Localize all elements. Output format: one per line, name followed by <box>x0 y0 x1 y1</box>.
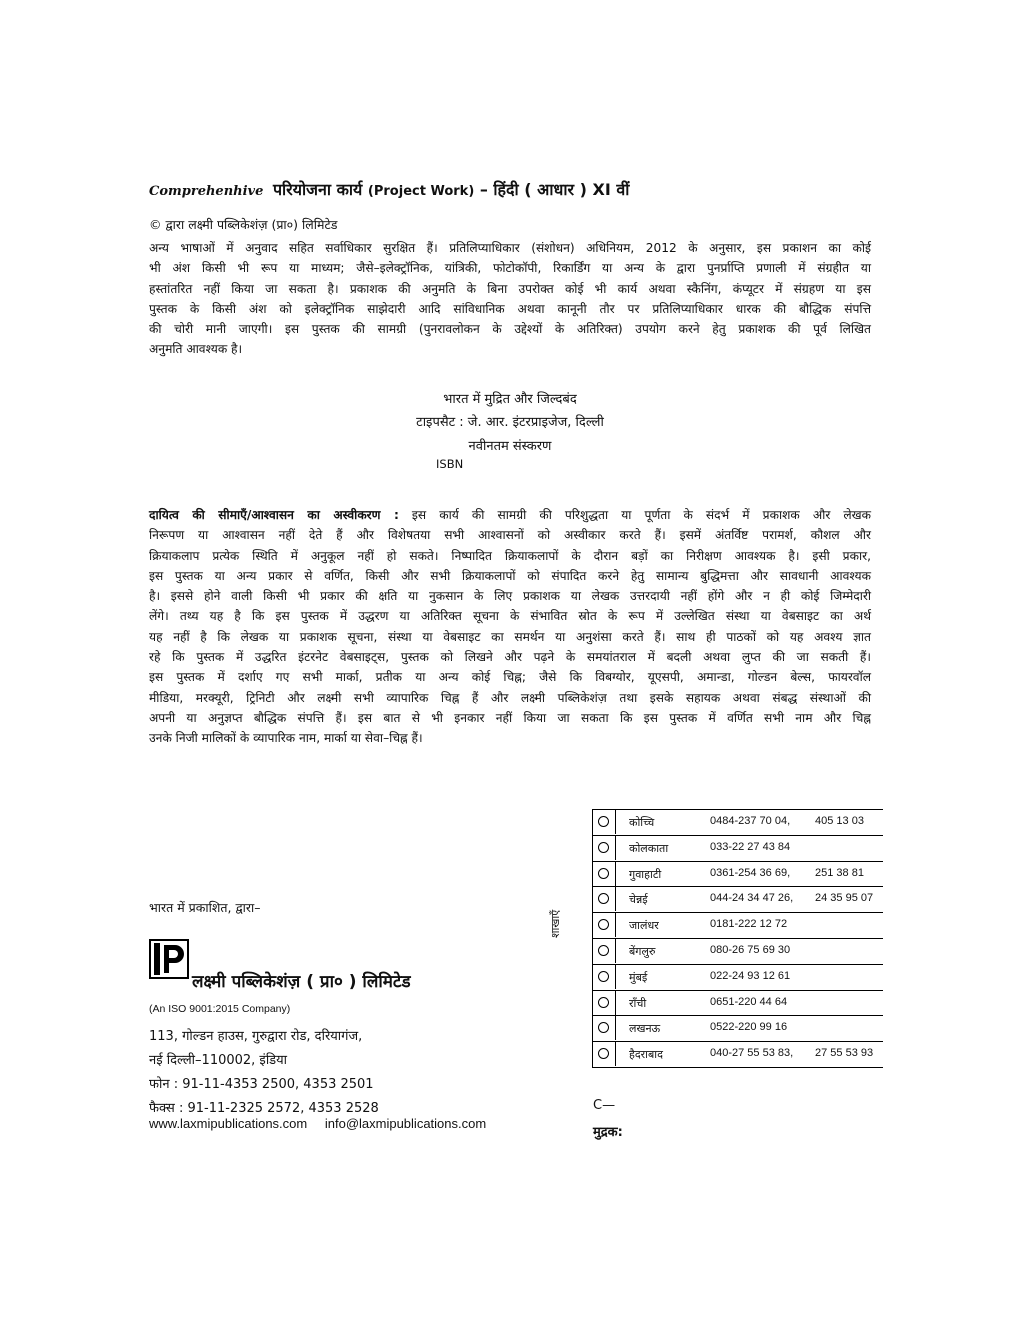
email-link[interactable]: info@laxmipublications.com <box>324 1116 487 1131</box>
rights-line: की चोरी मानी जाएगी। इस पुस्तक की सामग्री (पुनरावलोकन के उद्देश्यों के अतिरिक्त) उपयोग करने हेतु प्रकाशक की पूर्व लिखित <box>149 322 871 337</box>
website-link[interactable]: www.laxmipublications.com <box>149 1116 308 1131</box>
branch-city: जालंधर <box>629 919 659 933</box>
phone-icon <box>593 991 616 1015</box>
disclaimer-line: अपनी या अनुज्ञप्त बौद्धिक संपत्ति हैं। इस बात से भी इनकार नहीं किया जा सकता कि इस पुस्तक में वर्णित सभी नाम और चिह्न <box>149 710 871 725</box>
branch-row <box>593 991 883 1017</box>
phone-icon <box>593 913 616 937</box>
branch-row <box>593 862 883 888</box>
branch-city: चेन्नई <box>629 893 648 907</box>
published-by-label: भारत में प्रकाशित, द्वारा– <box>149 900 261 915</box>
branch-phone: 0651-220 44 64 <box>710 995 788 1008</box>
disclaimer-line-text: इस कार्य की सामग्री की परिशुद्धता या पूर्णता के संदर्भ में प्रकाशक और लेखक <box>411 508 871 522</box>
branch-row <box>593 809 883 836</box>
branch-phone: 0361-254 36 69, <box>710 866 791 879</box>
branch-row <box>593 1042 883 1068</box>
branch-phone: 0484-237 70 04, <box>710 815 791 827</box>
disclaimer-line: लेंगे। तथ्य यह है कि इस पुस्तक में उद्धरण या अतिरिक्त सूचना के संभावित स्रोत के रूप में उल्लेखित संस्था या वेबसाइट का अर्थ <box>149 609 871 624</box>
disclaimer-line <box>149 505 871 525</box>
address-line-2: नई दिल्ली–110002, इंडिया <box>149 1053 288 1068</box>
phone-icon <box>593 965 616 989</box>
branch-row <box>593 965 883 991</box>
branch-phone-alt: 24 35 95 07 <box>815 892 874 905</box>
title-rest: – हिंदी ( आधार ) XI वीं <box>479 180 630 199</box>
edition-line: नवीनतम संस्करण <box>468 439 552 454</box>
title-main: परियोजना कार्य <box>272 180 363 199</box>
branch-city: कोलकाता <box>629 841 669 855</box>
branches-label: शाखाएँ <box>549 909 562 938</box>
branch-city: कोच्चि <box>629 816 655 829</box>
branch-phone: 0181-222 12 72 <box>710 918 788 931</box>
branch-phone: 044-24 34 47 26, <box>710 892 794 905</box>
phone-icon <box>593 1016 616 1040</box>
disclaimer-line: निरूपण या आश्वासन नहीं देते हैं और विशेषतया सभी आश्वासनों को अस्वीकार करते हैं। इसमें अंतर्विष्ट परामर्श, कौशल और <box>149 528 871 543</box>
code-label: C— <box>593 1098 616 1113</box>
publisher-name: लक्ष्मी पब्लिकेशंज़ ( प्रा० ) लिमिटेड <box>192 972 411 992</box>
disclaimer-line: इस पुस्तक या अन्य प्रकार से वर्णित, किसी और सभी क्रियाकलापों को संपादित करने हेतु सामान्य बुद्धिमत्ता और सावधानी आवश्यक <box>149 568 871 583</box>
branch-city: गुवाहाटी <box>629 867 662 881</box>
phone-line: फोन : 91-11-4353 2500, 4353 2501 <box>149 1077 374 1092</box>
branch-phone: 022-24 93 12 61 <box>710 969 791 982</box>
web-contact-line <box>149 1116 486 1131</box>
copyright-line: © द्वारा लक्ष्मी पब्लिकेशंज़ (प्रा०) लिमिटेड <box>149 217 338 232</box>
branch-phone: 033-22 27 43 84 <box>710 840 791 853</box>
publisher-logo-icon <box>149 939 189 979</box>
disclaimer-paragraph <box>149 505 871 749</box>
rights-line: हस्तांतरित नहीं किया जा सकता है। प्रकाशक की अनुमति के बिना उपरोक्त कोई भी कार्य अथवा स्कैनिंग, कंप्यूटर में संग्रहण या इस <box>149 281 871 296</box>
branch-row <box>593 836 883 862</box>
disclaimer-line: इस पुस्तक में दर्शाए गए सभी मार्का, प्रतीक या अन्य कोई चिह्न; जैसे कि विबग्योर, यूएसपी, अमान्डा, गोल्डन बेल्स, फायरवॉल <box>149 670 871 685</box>
disclaimer-line: क्रियाकलाप प्रत्येक स्थिति में अनुकूल नहीं हो सकते। निष्पादित क्रियाकलापों के दौरान बड़ों का निरीक्षण आवश्यक है। इसी प्रकार, <box>149 548 871 563</box>
typeset-line: टाइपसैट : जे. आर. इंटरप्राइजेज, दिल्ली <box>416 415 604 430</box>
branch-phone-alt: 251 38 81 <box>815 866 864 879</box>
branch-phone: 040-27 55 53 83, <box>710 1047 794 1060</box>
phone-icon <box>593 1042 616 1066</box>
disclaimer-line: है। इससे होने वाली किसी भी प्रकार की क्षति या नुकसान के लिए प्रकाशक या लेखक उत्तरदायी नहीं होंगे और न ही कोई जिम्मेदारी <box>149 589 871 604</box>
rights-paragraph <box>149 238 871 360</box>
phone-icon <box>593 836 616 860</box>
rights-line: पुस्तक के किसी अंश को इलेक्ट्रॉनिक साझेदारी आदि सांविधानिक अथवा कानूनी तौर पर प्रतिलिप्याधिकार धारक की बौद्धिक संपत्ति <box>149 301 871 316</box>
disclaimer-line: उनके निजी मालिकों के व्यापारिक नाम, मार्का या सेवा–चिह्न हैं। <box>149 731 423 746</box>
branch-city: मुंबई <box>629 970 648 984</box>
iso-line: (An ISO 9001:2015 Company) <box>149 1003 291 1015</box>
branch-city: हैदराबाद <box>629 1048 664 1062</box>
branch-phone: 0522-220 99 16 <box>710 1021 788 1034</box>
branch-city: राँची <box>629 996 647 1010</box>
rights-line: अन्य भाषाओं में अनुवाद सहित सर्वाधिकार सुरक्षित हैं। प्रतिलिप्याधिकार (संशोधन) अधिनियम, 2012 के अनुसार, इस प्रकाशन का कोई <box>149 241 871 255</box>
book-title <box>149 178 629 200</box>
branch-table <box>592 809 883 1068</box>
disclaimer-line: मीडिया, मरक्यूरी, ट्रिनिटी और लक्ष्मी सभी व्यापारिक चिह्न हैं और लक्ष्मी पब्लिकेशंज़ तथा इसके सहायक अथवा संबद्ध संस्थाओं की <box>149 690 871 705</box>
phone-icon <box>593 939 616 963</box>
branch-phone-alt: 27 55 53 93 <box>815 1047 874 1060</box>
fax-line: फैक्स : 91-11-2325 2572, 4353 2528 <box>149 1101 379 1116</box>
disclaimer-line: रहे कि पुस्तक में उद्धरित इंटरनेट वेबसाइट्स, पुस्तक को लिखने और पढ़ने के समयांतराल में बदली अथवा लुप्त की जा सकती हैं। <box>149 650 871 665</box>
disclaimer-line: यह नहीं है कि लेखक या प्रकाशक सूचना, संस्था या वेबसाइट का समर्थन या अनुशंसा करते हैं। साथ ही पाठकों को यह अवश्य ज्ञात <box>149 629 871 644</box>
branch-city: बेंगलुरु <box>629 944 656 958</box>
title-prefix: Comprehenhive <box>149 184 264 199</box>
phone-icon <box>593 862 616 886</box>
title-english: (Project Work) <box>367 184 475 199</box>
isbn-label: ISBN <box>436 457 464 471</box>
phone-icon <box>593 810 616 834</box>
rights-line: भी अंश किसी भी रूप या माध्यम; जैसे–इलेक्ट्रॉनिक, यांत्रिकी, फोटोकॉपी, रिकार्डिंग या अन्य के द्वारा पुनर्प्राप्ति प्रणाली में संग्रहीत या <box>149 261 871 276</box>
branch-row <box>593 913 883 939</box>
address-line-1: 113, गोल्डन हाउस, गुरुद्वारा रोड, दरियागंज, <box>149 1029 363 1044</box>
phone-icon <box>593 887 616 911</box>
printed-in-line: भारत में मुद्रित और जिल्दबंद <box>443 392 577 407</box>
branch-phone: 080-26 75 69 30 <box>710 943 791 956</box>
branch-row <box>593 1016 883 1042</box>
printer-label: मुद्रक: <box>593 1125 623 1140</box>
rights-line: अनुमति आवश्यक है। <box>149 342 243 357</box>
disclaimer-heading: दायित्व की सीमाएँ/आश्वासन का अस्वीकरण : <box>149 508 399 522</box>
branch-row <box>593 939 883 965</box>
branch-row <box>593 887 883 913</box>
branch-phone-alt: 405 13 03 <box>815 815 864 827</box>
branch-city: लखनऊ <box>629 1022 661 1036</box>
